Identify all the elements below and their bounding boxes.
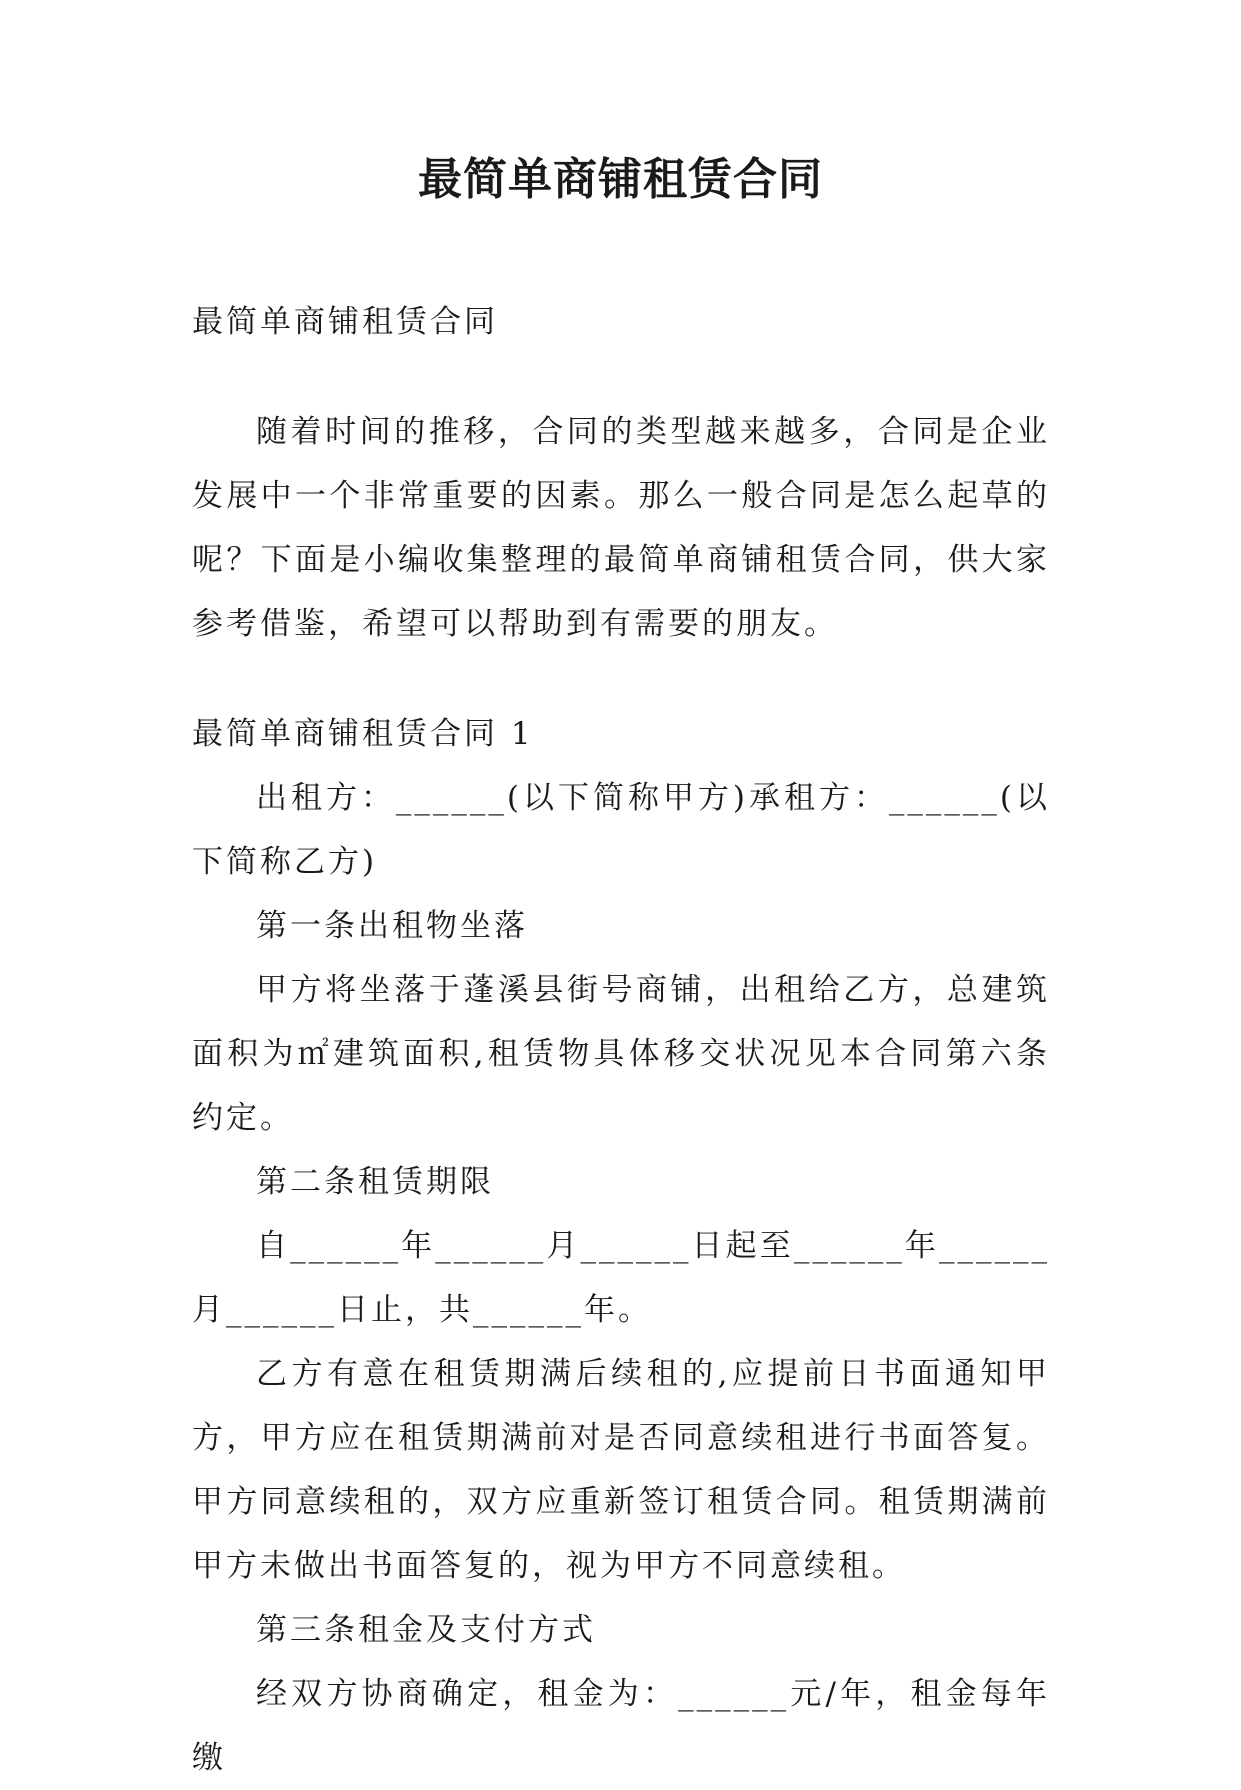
article-2-heading: 第二条租赁期限 xyxy=(256,1164,494,1200)
section-heading: 最简单商铺租赁合同 1 xyxy=(192,716,534,752)
parties-paragraph: 出租方：______(以下简称甲方)承租方：______(以下简称乙方) xyxy=(192,780,1050,880)
article-1-text: 甲方将坐落于蓬溪县街号商铺，出租给乙方，总建筑面积为㎡建筑面积,租赁物具体移交状况见本合同第六条约定。 xyxy=(192,972,1050,1136)
document-title: 最简单商铺租赁合同 xyxy=(418,154,823,205)
renewal-text: 乙方有意在租赁期满后续租的,应提前日书面通知甲方，甲方应在租赁期满前对是否同意续租进行书面答复。甲方同意续租的，双方应重新签订租赁合同。租赁期满前甲方未做出书面答复的，视为甲方不同意续租。 xyxy=(192,1356,1050,1584)
article-1-heading: 第一条出租物坐落 xyxy=(256,908,528,944)
rent-text: 经双方协商确定，租金为：______元/年，租金每年缴 xyxy=(192,1676,1050,1776)
document-subtitle: 最简单商铺租赁合同 xyxy=(192,304,498,340)
intro-paragraph: 随着时间的推移，合同的类型越来越多，合同是企业发展中一个非常重要的因素。那么一般合同是怎么起草的呢？下面是小编收集整理的最简单商铺租赁合同，供大家参考借鉴，希望可以帮助到有需要的朋友。 xyxy=(192,414,1050,642)
lease-term-text: 自______年______月______日起至______年______月______日止，共______年。 xyxy=(192,1228,1050,1328)
document-body xyxy=(192,290,1050,1790)
article-3-heading: 第三条租金及支付方式 xyxy=(256,1612,596,1648)
